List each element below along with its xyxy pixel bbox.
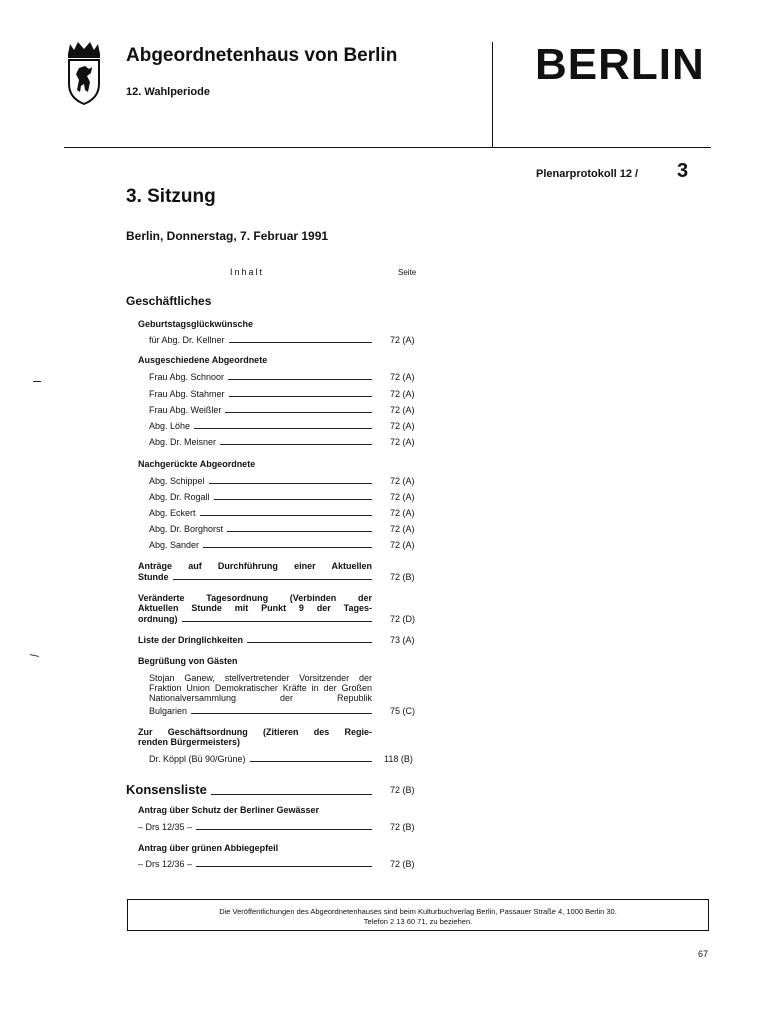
list-item: – Drs 12/36 – xyxy=(138,859,372,869)
section-geschaeftliches: Geschäftliches xyxy=(126,294,212,308)
berlin-coat-of-arms-icon xyxy=(64,40,104,106)
page-ref: 72 (A) xyxy=(390,508,415,518)
subsection-heading: Zur Geschäftsordnung (Zitieren des Regie- xyxy=(138,727,372,737)
margin-mark xyxy=(33,381,41,382)
list-item: Frau Abg. Schnoor xyxy=(149,372,372,382)
city-title: BERLIN xyxy=(535,40,705,89)
publisher-notice-line: Die Veröffentlichungen des Abgeordnetenhauses sind beim Kulturbuchverlag Berlin, Passauer Straße 4, 1000 Berlin 30. xyxy=(219,907,617,916)
page-ref: 72 (A) xyxy=(390,476,415,486)
publisher-notice xyxy=(127,899,709,931)
publisher-notice-line: Telefon 2 13 60 71, zu beziehen. xyxy=(363,917,473,926)
list-item: Abg. Sander xyxy=(149,540,372,550)
page-ref: 72 (D) xyxy=(390,614,416,624)
protocol-number: 3 xyxy=(677,160,689,182)
page-ref: 72 (B) xyxy=(390,859,415,869)
list-item: Liste der Dringlichkeiten xyxy=(138,635,372,645)
list-item: Dr. Köppl (Bü 90/Grüne) xyxy=(149,754,372,764)
subsection-heading: Antrag über Schutz der Berliner Gewässer xyxy=(138,805,320,815)
subsection-heading: Nachgerückte Abgeordnete xyxy=(138,459,256,469)
page-ref: 72 (B) xyxy=(390,572,415,582)
list-item: Bulgarien xyxy=(149,706,372,716)
subsection-heading: Aktuellen Stunde mit Punkt 9 der Tages- xyxy=(138,603,372,613)
list-item: für Abg. Dr. Kellner xyxy=(149,335,372,345)
page-ref: 73 (A) xyxy=(390,635,415,645)
guest-description: Stojan Ganew, stellvertretender Vorsitzender der Fraktion Union Demokratischer Kräfte in der Großen Nationalversammlung der Republik xyxy=(149,673,372,703)
list-item: Abg. Eckert xyxy=(149,508,372,518)
session-title: 3. Sitzung xyxy=(126,186,216,207)
org-title: Abgeordnetenhaus von Berlin xyxy=(126,45,398,66)
list-item: ordnung) xyxy=(138,614,372,624)
subsection-heading: Veränderte Tagesordnung (Verbinden der xyxy=(138,593,372,603)
list-item: Abg. Dr. Borghorst xyxy=(149,524,372,534)
page-ref: 72 (A) xyxy=(390,540,415,550)
subsection-heading: Geburtstagsglückwünsche xyxy=(138,319,254,329)
page-number: 67 xyxy=(698,949,709,959)
page-column-heading: Seite xyxy=(398,268,417,277)
subsection-heading: renden Bürgermeisters) xyxy=(138,737,241,747)
page-ref: 72 (B) xyxy=(390,822,415,832)
subsection-heading: Antrag über grünen Abbiegepfeil xyxy=(138,843,279,853)
margin-mark xyxy=(30,654,39,657)
electoral-period: 12. Wahlperiode xyxy=(126,86,210,98)
list-item: – Drs 12/35 – xyxy=(138,822,372,832)
list-item: Abg. Löhe xyxy=(149,421,372,431)
subsection-heading: Ausgeschiedene Abgeordnete xyxy=(138,355,268,365)
page-ref: 72 (A) xyxy=(390,437,415,447)
list-item: Abg. Schippel xyxy=(149,476,372,486)
page-ref: 72 (A) xyxy=(390,492,415,502)
list-item: Frau Abg. Weißler xyxy=(149,405,372,415)
page-ref: 118 (B) xyxy=(384,754,413,764)
page-ref: 72 (A) xyxy=(390,524,415,534)
page-ref: 72 (B) xyxy=(390,785,415,795)
subsection-heading: Begrüßung von Gästen xyxy=(138,656,238,666)
list-item: Abg. Dr. Meisner xyxy=(149,437,372,447)
page-ref: 75 (C) xyxy=(390,706,416,716)
page-ref: 72 (A) xyxy=(390,405,415,415)
section-konsensliste: Konsensliste xyxy=(126,783,372,797)
list-item: Abg. Dr. Rogall xyxy=(149,492,372,502)
subsection-heading: Anträge auf Durchführung einer Aktuellen xyxy=(138,561,372,571)
page-ref: 72 (A) xyxy=(390,335,415,345)
protocol-label: Plenarprotokoll 12 / xyxy=(536,168,639,180)
page-ref: 72 (A) xyxy=(390,421,415,431)
list-item: Stunde xyxy=(138,572,372,582)
list-item: Frau Abg. Stahmer xyxy=(149,389,372,399)
toc-heading: Inhalt xyxy=(230,267,265,277)
session-date: Berlin, Donnerstag, 7. Februar 1991 xyxy=(126,229,329,243)
header-divider-vertical xyxy=(492,42,493,148)
header-divider-horizontal xyxy=(64,147,711,148)
page-ref: 72 (A) xyxy=(390,372,415,382)
page-ref: 72 (A) xyxy=(390,389,415,399)
